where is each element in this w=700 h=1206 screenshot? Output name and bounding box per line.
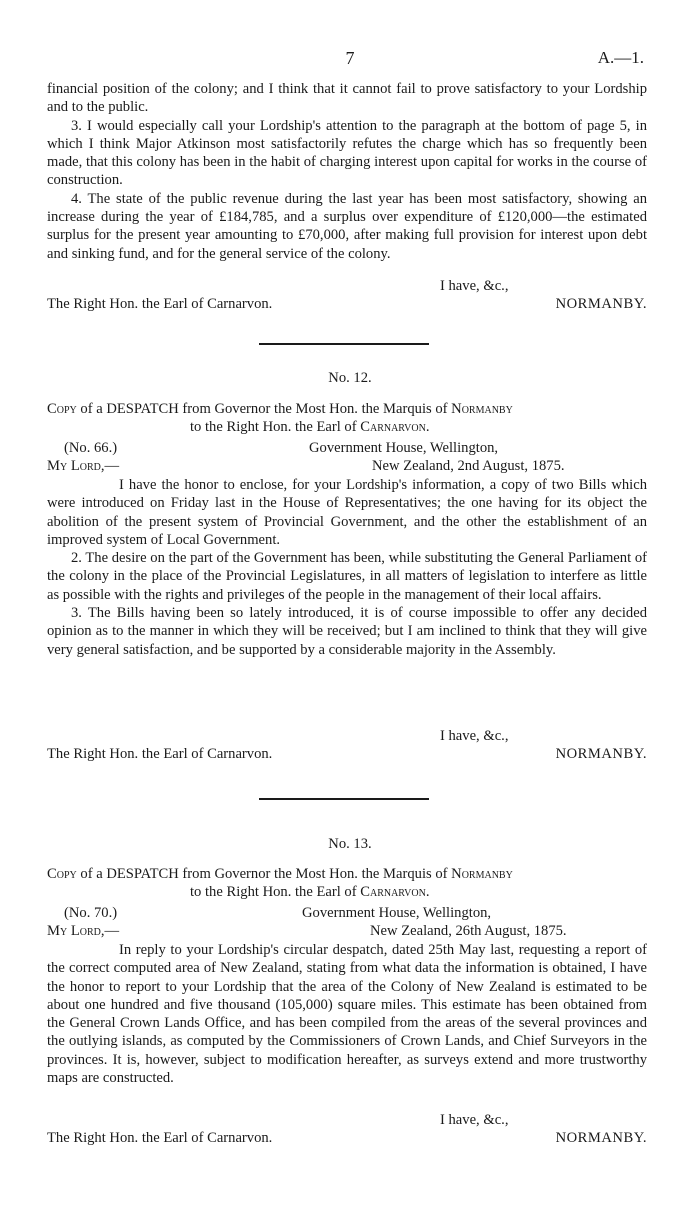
page-number: 7 <box>345 48 355 68</box>
section-2-body <box>47 476 647 659</box>
closing: I have, &c., <box>440 278 509 294</box>
despatch-title-line-2: to the Right Hon. the Earl of Carnarvon. <box>190 884 430 900</box>
location-line-1: Government House, Wellington, <box>302 905 492 921</box>
paragraph: financial position of the colony; and I think that it cannot fail to prove satisfactory to your Lordship and to the public. <box>47 81 647 116</box>
signature: NORMANBY. <box>555 296 647 312</box>
despatch-title-line-2: to the Right Hon. the Earl of Carnarvon. <box>190 419 430 435</box>
addressee: The Right Hon. the Earl of Carnarvon. <box>47 296 273 312</box>
location-line-2: New Zealand, 26th August, 1875. <box>370 923 567 939</box>
signature-row <box>47 746 647 764</box>
paragraph: 4. The state of the public revenue during the last year has been most satisfactory, showing an increase during the year of £184,785, and a surplus over expenditure of £120,000—the estimated surplus for the present year amounting to £70,000, after making full provision for interest upon debt and sinking fund, and for the general service of the colony. <box>47 190 647 262</box>
paragraph: In reply to your Lordship's circular despatch, dated 25th May last, requesting a report of the correct computed area of New Zealand, stating from what data the information is obtained, I have the honor to report to your Lordship that the area of the Colony of New Zealand is estimated to be about one hundred and five thousand (105,000) square miles. This estimate has been obtained from the General Crown Lands Office, and has been compiled from the areas of the several provinces and the outlying islands, as computed by the Commissioners of Crown Lands, and Chief Surveyors in the provinces. It is, however, subject to modification hereafter, as surveys extend and more trustworthy maps are constructed. <box>47 942 647 1087</box>
signature: NORMANBY. <box>555 1130 647 1146</box>
divider <box>259 343 429 345</box>
despatch-title-line-1: Copy of a DESPATCH from Governor the Most Hon. the Marquis of Normanby <box>47 401 513 417</box>
despatch-title-line-1: Copy of a DESPATCH from Governor the Most Hon. the Marquis of Normanby <box>47 866 513 882</box>
location-line-1: Government House, Wellington, <box>309 440 499 456</box>
signature-row <box>47 1130 647 1148</box>
despatch-number: No. 12. <box>328 370 372 386</box>
location-line-2: New Zealand, 2nd August, 1875. <box>372 458 565 474</box>
signature: NORMANBY. <box>555 746 647 762</box>
despatch-no: (No. 66.) <box>64 440 118 456</box>
salutation: My Lord,— <box>47 458 120 474</box>
paragraph: I have the honor to enclose, for your Lordship's information, a copy of two Bills which were introduced on Friday last in the House of Representatives; the one having for its object the abolition of the present system of Provincial Government, and the other the establishment of an improved system of Local Government. <box>47 477 647 548</box>
signature-row <box>47 296 647 314</box>
addressee: The Right Hon. the Earl of Carnarvon. <box>47 1130 273 1146</box>
closing: I have, &c., <box>440 728 509 744</box>
section-1-body <box>47 80 647 263</box>
divider <box>259 798 429 800</box>
salutation: My Lord,— <box>47 923 120 939</box>
addressee: The Right Hon. the Earl of Carnarvon. <box>47 746 273 762</box>
paragraph: 3. I would especially call your Lordship's attention to the paragraph at the bottom of page 5, in which I think Major Atkinson most satisfactorily refutes the charge which has so frequently been made, that this colony has been in the habit of charging interest upon capital for works in the course of construction. <box>47 117 647 189</box>
despatch-no: (No. 70.) <box>64 905 118 921</box>
section-3-body <box>47 941 647 1087</box>
paragraph: 3. The Bills having been so lately introduced, it is of course impossible to offer any decided opinion as to the manner in which they will be received; but I am inclined to think that they will give very general satisfaction, and be supported by a considerable majority in the Assembly. <box>47 605 647 658</box>
document-code: A.—1. <box>597 48 644 67</box>
despatch-number: No. 13. <box>328 836 372 852</box>
closing: I have, &c., <box>440 1112 509 1128</box>
paragraph: 2. The desire on the part of the Government has been, while substituting the General Parliament of the colony in the place of the Provincial Legislatures, in all matters of legislation to interfere as little as possible with the rights and privileges of the people in the management of their local affairs. <box>47 550 647 603</box>
